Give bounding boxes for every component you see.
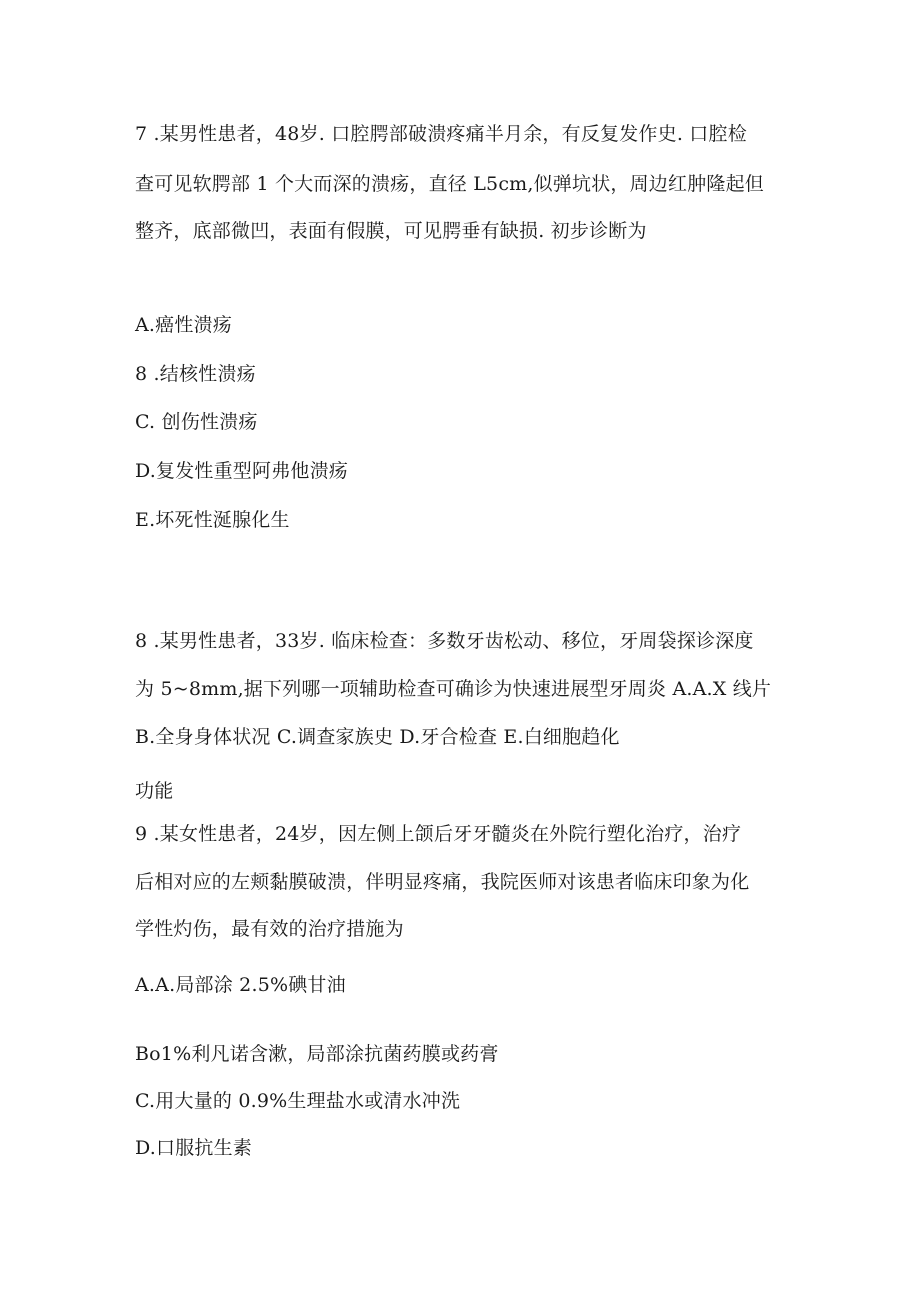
q8-stem-line-1: 8 .某男性患者，33岁. 临床检查：多数牙齿松动、移位，牙周袋探诊深度 — [135, 630, 754, 652]
q7-option-e: E.坏死性涎腺化生 — [135, 509, 290, 531]
q7-option-d: D.复发性重型阿弗他溃疡 — [135, 460, 348, 482]
q7-option-a: A.癌性溃疡 — [135, 314, 232, 336]
q9-option-a: A.A.局部涂 2.5%碘甘油 — [135, 974, 346, 996]
q7-option-c: C. 创伤性溃疡 — [135, 411, 258, 433]
q8-stem-line-4: 功能 — [135, 780, 174, 802]
q9-stem-line-3: 学性灼伤，最有效的治疗措施为 — [135, 918, 404, 940]
q8-stem-line-3: B.全身身体状况 C.调查家族史 D.牙合检查 E.白细胞趋化 — [135, 726, 620, 748]
q7-option-b: 8 .结核性溃疡 — [135, 363, 256, 385]
q7-stem-line-1: 7 .某男性患者，48岁. 口腔腭部破溃疼痛半月余，有反复发作史. 口腔检 — [135, 123, 747, 145]
q7-stem-line-3: 整齐，底部微凹，表面有假膜，可见腭垂有缺损. 初步诊断为 — [135, 220, 647, 242]
q9-option-b: Bo1%利凡诺含漱，局部涂抗菌药膜或药膏 — [135, 1043, 499, 1065]
q7-stem-line-2: 查可见软腭部 1 个大而深的溃疡，直径 L5cm,似弹坑状，周边红肿隆起但 — [135, 173, 765, 195]
q9-stem-line-1: 9 .某女性患者，24岁，因左侧上颌后牙牙髓炎在外院行塑化治疗，治疗 — [135, 823, 742, 845]
q9-option-c: C.用大量的 0.9%生理盐水或清水冲洗 — [135, 1090, 461, 1112]
q9-stem-line-2: 后相对应的左颊黏膜破溃，伴明显疼痛，我院医师对该患者临床印象为化 — [135, 871, 750, 893]
q9-option-d: D.口服抗生素 — [135, 1137, 252, 1159]
q8-stem-line-2: 为 5~8mm,据下列哪一项辅助检查可确诊为快速进展型牙周炎 A.A.X 线片 — [135, 678, 772, 700]
